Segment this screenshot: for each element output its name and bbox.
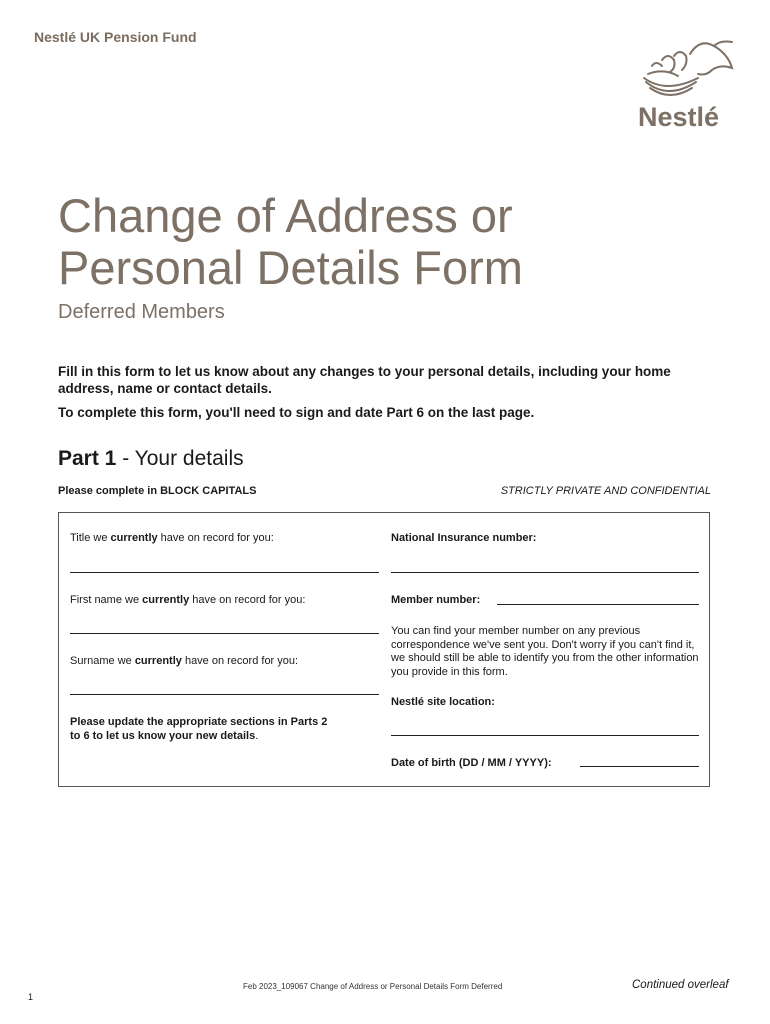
title-input-line[interactable]	[70, 572, 379, 573]
form-subtitle: Deferred Members	[58, 301, 225, 323]
your-details-box	[58, 512, 710, 787]
member-number-help: You can find your member number on any previous correspondence we've sent you. Don't worry if you can't find it, we should still be able to identify you from the other information you provide in this form.	[391, 625, 699, 678]
surname-input-line[interactable]	[70, 694, 379, 695]
member-number-input-line[interactable]	[497, 604, 699, 605]
site-location-input-line[interactable]	[391, 735, 699, 736]
form-title	[58, 190, 523, 294]
member-number-label: Member number:	[391, 594, 481, 606]
nest-bird-icon	[636, 34, 736, 130]
surname-label: Surname we currently have on record for you:	[70, 655, 299, 667]
ni-number-input-line[interactable]	[391, 572, 699, 573]
block-capitals-note: Please complete in BLOCK CAPITALS	[58, 485, 257, 497]
intro-sign-instruction: To complete this form, you'll need to sign and date Part 6 on the last page.	[58, 405, 535, 420]
part1-number: Part 1	[58, 447, 117, 470]
ni-number-label: National Insurance number:	[391, 532, 537, 544]
form-title-line1: Change of Address or	[58, 189, 513, 242]
first-name-input-line[interactable]	[70, 633, 379, 634]
org-name: Nestlé UK Pension Fund	[34, 29, 197, 45]
site-location-label: Nestlé site location:	[391, 696, 495, 708]
dob-input-line[interactable]	[580, 766, 699, 767]
form-title-line2: Personal Details Form	[58, 241, 523, 294]
svg-text:Nestlé: Nestlé	[638, 102, 720, 130]
page-number: 1	[28, 992, 34, 1002]
part1-heading	[58, 447, 244, 471]
intro-paragraph: Fill in this form to let us know about any changes to your personal details, including your home address, name or contact details.	[58, 364, 671, 396]
nestle-logo	[636, 34, 736, 130]
part1-title: - Your details	[116, 447, 244, 470]
title-label: Title we currently have on record for you:	[70, 532, 274, 544]
dob-label: Date of birth (DD / MM / YYYY):	[391, 757, 552, 769]
confidential-note: STRICTLY PRIVATE AND CONFIDENTIAL	[500, 485, 711, 497]
document-reference: Feb 2023_109067 Change of Address or Personal Details Form Deferred	[243, 982, 503, 991]
continued-overleaf: Continued overleaf	[632, 979, 729, 991]
update-sections-note: Please update the appropriate sections in Parts 2 to 6 to let us know your new details.	[70, 716, 328, 742]
first-name-label: First name we currently have on record for you:	[70, 594, 306, 606]
